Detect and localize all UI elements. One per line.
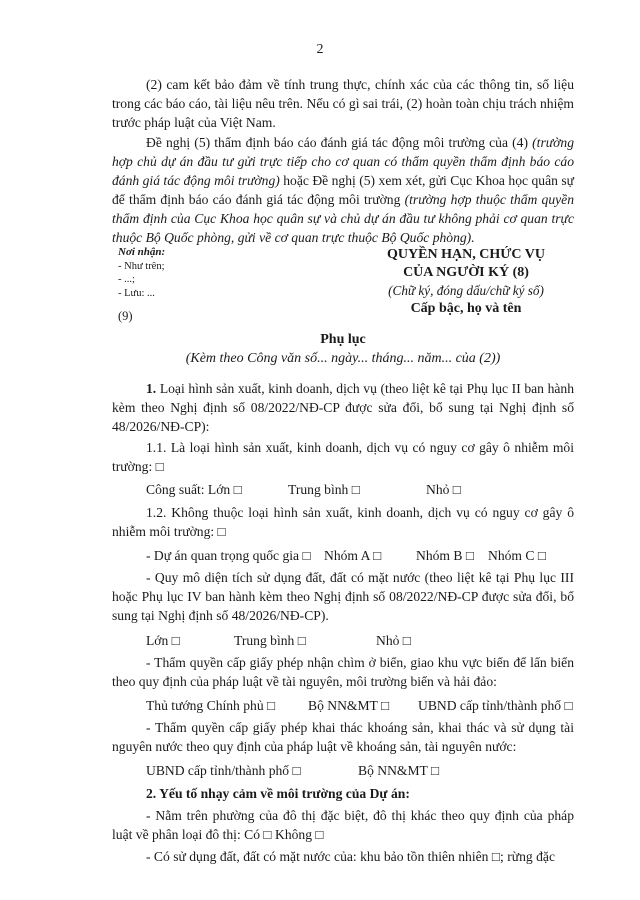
intro-paragraph-1: (2) cam kết bảo đảm về tính trung thực, chính xác của các thông tin, số liệu trong các báo cáo, tài liệu nêu trên. Nếu có gì sai trái, (2) hoàn toàn chịu trách nhiệm trước pháp luật của Việt Nam. — [112, 77, 574, 130]
sea-authority-options — [112, 696, 574, 715]
project-group-options — [112, 546, 574, 565]
section-2-land-use: - Có sử dụng đất, đất có mặt nước của: khu bảo tồn thiên nhiên □; rừng đặc — [146, 849, 555, 864]
group-option: Nhóm C □ — [488, 548, 547, 563]
intro-paragraph-2: Đề nghị (5) thẩm định báo cáo đánh giá tác động môi trường của (4) (trường hợp chủ dự án đầu tư gửi trực tiếp cho cơ quan có thẩm quyền thẩm định báo cáo đánh giá tác động môi trường) hoặc Đề nghị (5) xem xét, gửi Cục Khoa học quân sự để thẩm định báo cáo đánh giá tác động môi trường (trường hợp thuộc thẩm quyền thẩm định của Cục Khoa học quân sự và chủ dự án đầu tư không phải cơ quan trực thuộc Bộ Quốc phòng, gửi về cơ quan trực thuộc Bộ Quốc phòng). — [112, 135, 574, 245]
capacity-option: Công suất: Lớn □ — [146, 482, 242, 497]
sign-hint: (Chữ ký, đóng dấu/chữ ký số) — [388, 283, 544, 298]
appendix-subtitle: (Kèm theo Công văn số... ngày... tháng... năm... của (2)) — [185, 351, 501, 366]
recipients-block — [118, 246, 165, 324]
group-option: - Dự án quan trọng quốc gia □ — [146, 548, 311, 563]
section-1: 1. Loại hình sản xuất, kinh doanh, dịch vụ (theo liệt kê tại Phụ lục II ban hành kèm theo Nghị định số 08/2022/NĐ-CP được sửa đổi, bổ sung tại Nghị định số 48/2026/NĐ-CP): — [112, 381, 574, 434]
signer-title-2: CỦA NGƯỜI KÝ (8) — [403, 265, 529, 280]
mineral-authority: - Thẩm quyền cấp giấy phép khai thác khoáng sản, khai thác và sử dụng tài nguyên nước theo quy định của pháp luật về khoáng sản, tài nguyên nước: — [112, 720, 574, 754]
signature-block — [112, 246, 582, 326]
capacity-option: Nhỏ □ — [426, 482, 462, 497]
land-scale: - Quy mô diện tích sử dụng đất, đất có mặt nước (theo liệt kê tại Phụ lục III hoặc Phụ lục IV ban hành kèm theo Nghị định số 08/2022/NĐ-CP được sửa đổi, bổ sung tại Nghị định số 48/2026/NĐ-CP). — [112, 570, 574, 623]
note-9: (9) — [118, 309, 133, 323]
mineral-option: UBND cấp tỉnh/thành phố □ — [146, 763, 301, 778]
capacity-options — [112, 480, 574, 499]
sea-option: Bộ NN&MT □ — [308, 698, 390, 713]
recipient-item: - Như trên; — [118, 260, 165, 272]
appendix-heading — [112, 330, 574, 368]
group-option: Nhóm B □ — [416, 548, 475, 563]
land-option: Nhỏ □ — [376, 633, 412, 648]
section-2-title: 2. Yếu tố nhạy cảm về môi trường của Dự án: — [146, 786, 410, 801]
mineral-option: Bộ NN&MT □ — [358, 763, 440, 778]
section-1-2: 1.2. Không thuộc loại hình sản xuất, kinh doanh, dịch vụ có nguy cơ gây ô nhiễm môi trường: □ — [112, 505, 574, 539]
page-number: 2 — [316, 42, 324, 57]
appendix-title: Phụ lục — [320, 332, 366, 347]
land-scale-options — [112, 631, 574, 650]
signer-name-line: Cấp bậc, họ và tên — [410, 301, 522, 316]
mineral-authority-options — [112, 761, 574, 780]
group-option: Nhóm A □ — [324, 548, 382, 563]
signer-title-1: QUYỀN HẠN, CHỨC VỤ — [387, 247, 545, 262]
recipient-item: - Lưu: ... — [118, 287, 155, 299]
section-2-urban: - Nằm trên phường của đô thị đặc biệt, đô thị khác theo quy định của pháp luật về phân loại đô thị: Có □ Không □ — [112, 808, 574, 842]
land-option: Lớn □ — [146, 633, 180, 648]
appendix-body — [112, 379, 574, 866]
recipients-label: Nơi nhận: — [118, 246, 166, 258]
capacity-option: Trung bình □ — [288, 482, 360, 497]
intro-section — [112, 75, 574, 247]
sea-option: Thủ tướng Chính phủ □ — [146, 698, 276, 713]
signer-block — [350, 246, 582, 318]
section-1-1: 1.1. Là loại hình sản xuất, kinh doanh, dịch vụ có nguy cơ gây ô nhiễm môi trường: □ — [112, 440, 574, 474]
sea-authority: - Thẩm quyền cấp giấy phép nhận chìm ở biển, giao khu vực biển để lấn biển theo quy định của pháp luật về tài nguyên, môi trường biển và hải đảo: — [112, 655, 574, 689]
land-option: Trung bình □ — [234, 633, 306, 648]
recipient-item: - ...; — [118, 274, 135, 285]
sea-option: UBND cấp tỉnh/thành phố □ — [418, 698, 573, 713]
